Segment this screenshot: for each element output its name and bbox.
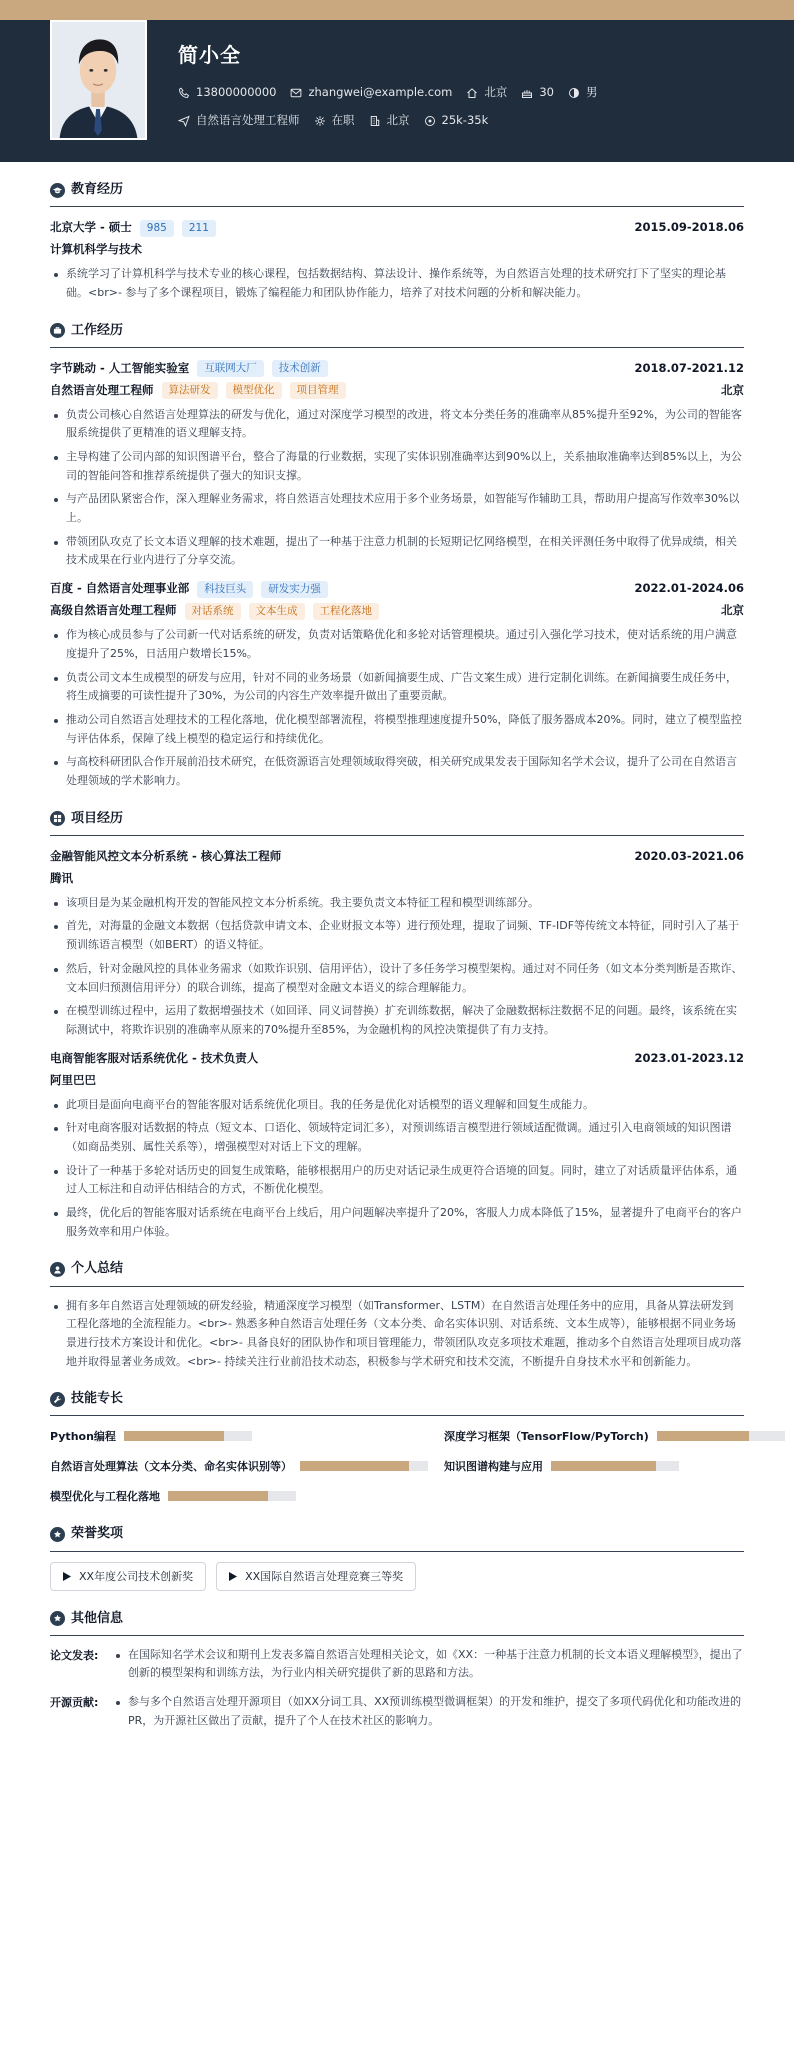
skill-name: Python编程	[50, 1429, 116, 1443]
bullet-item: 该项目是为某金融机构开发的智能风控文本分析系统。我主要负责文本特征工程和模型训练部分。	[50, 894, 744, 913]
city-item	[369, 112, 410, 130]
skills-section	[50, 1389, 744, 1506]
skill-name: 自然语言处理算法（文本分类、命名实体识别等）	[50, 1459, 292, 1473]
skill-bar	[657, 1431, 785, 1441]
section-title: 教育经历	[71, 182, 124, 197]
play-icon	[63, 1572, 71, 1581]
role-tag: 工程化落地	[313, 603, 380, 620]
education-entry	[50, 217, 744, 302]
skill-item	[50, 1456, 428, 1476]
bullet-item: 最终，优化后的智能客服对话系统在电商平台上线后，用户问题解决率提升了20%，客服人力成本降低了15%，显著提升了电商平台的客户服务效率和用户体验。	[50, 1204, 744, 1241]
company-tag: 技术创新	[272, 360, 328, 377]
awards-section	[50, 1524, 744, 1590]
award-item	[50, 1562, 206, 1591]
age-item	[521, 84, 554, 102]
company-tag: 互联网大厂	[197, 360, 264, 377]
role-name: 高级自然语言处理工程师	[50, 603, 177, 618]
section-header	[50, 1259, 744, 1286]
section-title: 其他信息	[71, 1610, 124, 1626]
role-tag: 文本生成	[249, 603, 305, 620]
bullet-item: 与产品团队紧密合作，深入理解业务需求，将自然语言处理技术应用于多个业务场景，如智能写作辅助工具，帮助用户提高写作效率30%以上。	[50, 490, 744, 527]
company-tag: 科技巨头	[197, 581, 253, 598]
section-title: 荣誉奖项	[71, 1526, 124, 1542]
bullet-list	[50, 406, 744, 571]
bullet-item: 针对电商客服对话数据的特点（短文本、口语化、领域特定词汇多），对预训练语言模型进行领域适配微调。通过引入电商领域的知识图谱（如商品类别、属性关系等），增强模型对对话上下文的理解。	[50, 1119, 744, 1156]
other-text: 在国际知名学术会议和期刊上发表多篇自然语言处理相关论文，如《XX：一种基于注意力机制的长文本语义理解模型》，提出了创新的模型架构和训练方法，为行业内相关研究提供了新的思路和方法。	[112, 1646, 744, 1683]
bullet-list	[50, 265, 744, 302]
bullet-item: 负责公司文本生成模型的研发与应用，针对不同的业务场景（如新闻摘要生成、广告文案生成）进行定制化训练。在新闻摘要生成任务中，将生成摘要的可读性提升了30%，为公司的内容生产效率提升做出了重要贡献。	[50, 669, 744, 706]
bullet-list	[50, 1297, 744, 1372]
work-date: 2018.07-2021.12	[634, 360, 744, 375]
award-text: XX年度公司技术创新奖	[79, 1569, 194, 1583]
skill-item	[50, 1486, 428, 1506]
graduation-cap-icon	[50, 183, 65, 198]
education-section	[50, 180, 744, 303]
project-name: 金融智能风控文本分析系统 - 核心算法工程师	[50, 848, 282, 863]
grid-icon	[50, 811, 65, 826]
section-title: 工作经历	[71, 322, 124, 338]
skill-name: 模型优化与工程化落地	[50, 1489, 160, 1503]
profile-photo	[50, 20, 147, 140]
work-entry	[50, 578, 744, 791]
hometown-item	[466, 84, 507, 102]
section-title: 个人总结	[71, 1261, 124, 1277]
education-date: 2015.09-2018.06	[634, 220, 744, 235]
school-name: 北京大学 - 硕士	[50, 220, 132, 235]
section-title: 技能专长	[71, 1391, 124, 1407]
bullet-item: 作为核心成员参与了公司新一代对话系统的研发，负责对话策略优化和多轮对话管理模块。通过引入强化学习技术，使对话系统的用户满意度提升了25%，日活用户数增长15%。	[50, 626, 744, 663]
project-name: 电商智能客服对话系统优化 - 技术负责人	[50, 1050, 259, 1065]
bullet-list	[50, 894, 744, 1040]
city-text: 北京	[386, 113, 410, 127]
contact-row	[178, 84, 597, 102]
company-tag: 研发实力强	[261, 581, 328, 598]
project-org: 腾讯	[50, 870, 73, 885]
resume-header	[0, 20, 794, 162]
user-icon	[50, 1262, 65, 1277]
bullet-list	[50, 626, 744, 791]
salary-item	[424, 112, 489, 130]
project-entry	[50, 846, 744, 1040]
home-icon	[466, 87, 478, 99]
candidate-name: 简小全	[178, 43, 241, 67]
position-item	[178, 112, 300, 130]
skill-name: 知识图谱构建与应用	[444, 1459, 543, 1473]
projects-section	[50, 809, 744, 1242]
major-name: 计算机科学与技术	[50, 242, 142, 257]
award-text: XX国际自然语言处理竞赛三等奖	[245, 1569, 404, 1583]
top-stripe	[0, 0, 794, 20]
work-location: 北京	[721, 382, 744, 397]
section-header	[50, 1524, 744, 1551]
bullet-item: 设计了一种基于多轮对话历史的回复生成策略，能够根据用户的历史对话记录生成更符合语境的回复。同时，建立了对话质量评估体系，通过人工标注和自动评估相结合的方式，不断优化模型。	[50, 1162, 744, 1199]
skill-bar	[551, 1461, 679, 1471]
section-header	[50, 321, 744, 348]
bullet-item: 首先，对海量的金融文本数据（包括贷款申请文本、企业财报文本等）进行预处理，提取了词频、TF-IDF等传统文本特征，同时引入了基于预训练语言模型（如BERT）的语义特征。	[50, 917, 744, 954]
email-item	[290, 84, 452, 102]
skill-fill	[657, 1431, 749, 1441]
section-header	[50, 1609, 744, 1636]
bullet-item: 主导构建了公司内部的知识图谱平台，整合了海量的行业数据，实现了实体识别准确率达到90%以上，关系抽取准确率达到85%以上，为公司的智能问答和推荐系统提供了强大的知识支撑。	[50, 448, 744, 485]
project-date: 2020.03-2021.06	[634, 848, 744, 863]
age-text: 30	[539, 85, 554, 99]
gender-icon	[568, 87, 580, 99]
other-label: 论文发表:	[50, 1648, 99, 1662]
job-row	[178, 112, 488, 130]
school-tag: 985	[140, 220, 174, 237]
gender-text: 男	[585, 85, 598, 99]
gender-item	[568, 84, 598, 102]
skill-item	[444, 1456, 785, 1476]
section-header	[50, 809, 744, 836]
section-header	[50, 1389, 744, 1416]
project-entry	[50, 1048, 744, 1242]
role-name: 自然语言处理工程师	[50, 382, 154, 397]
skill-fill	[168, 1491, 268, 1501]
skill-fill	[551, 1461, 656, 1471]
skill-item	[50, 1426, 428, 1446]
bullet-item: 然后，针对金融风控的具体业务需求（如欺诈识别、信用评估），设计了多任务学习模型架构。通过对不同任务（如文本分类判断是否欺诈、文本回归预测信用评分）的联合训练，提高了模型对金融文本语义的综合理解能力。	[50, 960, 744, 997]
other-row	[50, 1646, 744, 1683]
role-tag: 算法研发	[162, 382, 218, 399]
section-header	[50, 180, 744, 207]
bullet-list	[50, 1096, 744, 1242]
role-tag: 项目管理	[290, 382, 346, 399]
status-text: 在职	[331, 113, 355, 127]
award-item	[216, 1562, 416, 1591]
bullet-item: 带领团队攻克了长文本语义理解的技术难题，提出了一种基于注意力机制的长短期记忆网络模型，在相关评测任务中取得了优异成绩，相关技术成果在行业内进行了分享交流。	[50, 533, 744, 570]
other-text: 参与多个自然语言处理开源项目（如XX分词工具、XX预训练模型微调框架）的开发和维护，提交了多项代码优化和功能改进的PR，为开源社区做出了贡献，提升了个人在技术社区的影响力。	[112, 1693, 744, 1730]
company-name: 百度 - 自然语言处理事业部	[50, 581, 190, 596]
skill-bar	[168, 1491, 296, 1501]
phone-text: 13800000000	[196, 85, 277, 99]
skill-bar	[300, 1461, 428, 1471]
phone-item	[178, 84, 276, 102]
other-row	[50, 1693, 744, 1730]
info-icon	[50, 1611, 65, 1626]
other-label: 开源贡献:	[50, 1696, 99, 1710]
building-icon	[369, 115, 381, 127]
phone-icon	[178, 87, 190, 99]
skill-fill	[300, 1461, 409, 1471]
bullet-item: 拥有多年自然语言处理领域的研发经验，精通深度学习模型（如Transformer、LSTM）在自然语言处理任务中的应用，具备从算法研发到工程化落地的全流程能力。<br>- 熟悉多种自然语言处理任务（文本分类、命名实体识别、对话系统、文本生成等），能够根据不同业务场景进行技术方案设计和优化。<br>- 具备良好的团队协作和项目管理能力，带领团队攻克多项技术难题，推动多个自然语言处理项目成功落地并取得显著业务成效。<br>- 持续关注行业前沿技术动态，积极参与学术研究和技术交流，不断提升自身技术水平和创新能力。	[50, 1297, 744, 1372]
work-location: 北京	[721, 603, 744, 618]
mail-icon	[290, 87, 302, 99]
send-icon	[178, 115, 190, 127]
position-text: 自然语言处理工程师	[196, 113, 300, 127]
company-name: 字节跳动 - 人工智能实验室	[50, 360, 190, 375]
bullet-item: 系统学习了计算机科学与技术专业的核心课程，包括数据结构、算法设计、操作系统等，为自然语言处理的技术研究打下了坚实的理论基础。<br>- 参与了多个课程项目，锻炼了编程能力和团队协作能力，培养了对技术问题的分析和解决能力。	[50, 265, 744, 302]
skill-name: 深度学习框架（TensorFlow/PyTorch)	[444, 1429, 649, 1443]
skill-fill	[124, 1431, 224, 1441]
coin-icon	[424, 115, 436, 127]
work-date: 2022.01-2024.06	[634, 581, 744, 596]
other-section	[50, 1609, 744, 1731]
role-tag: 模型优化	[226, 382, 282, 399]
bullet-item: 推动公司自然语言处理技术的工程化落地，优化模型部署流程，将模型推理速度提升50%，降低了服务器成本20%。同时，建立了模型监控与评估体系，保障了线上模型的稳定运行和持续优化。	[50, 711, 744, 748]
play-icon	[229, 1572, 237, 1581]
wrench-icon	[50, 1392, 65, 1407]
skills-grid	[50, 1426, 744, 1506]
hometown-text: 北京	[484, 85, 508, 99]
resume-content	[0, 180, 794, 1731]
awards-list	[50, 1562, 744, 1591]
award-icon	[50, 1527, 65, 1542]
project-date: 2023.01-2023.12	[634, 1050, 744, 1065]
bullet-item: 此项目是面向电商平台的智能客服对话系统优化项目。我的任务是优化对话模型的语义理解和回复生成能力。	[50, 1096, 744, 1115]
gear-icon	[314, 115, 326, 127]
bullet-item: 与高校科研团队合作开展前沿技术研究，在低资源语言处理领域取得突破，相关研究成果发表于国际知名学术会议，提升了公司在自然语言处理领域的学术影响力。	[50, 753, 744, 790]
project-org: 阿里巴巴	[50, 1072, 96, 1087]
bullet-item: 负责公司核心自然语言处理算法的研发与优化，通过对深度学习模型的改进，将文本分类任务的准确率从85%提升至92%，为公司的智能客服系统提供了更精准的语义理解支持。	[50, 406, 744, 443]
bullet-item: 在模型训练过程中，运用了数据增强技术（如回译、同义词替换）扩充训练数据，解决了金融数据标注数据不足的问题。最终，该系统在实际测试中，将欺诈识别的准确率从原来的70%提升至85%，为金融机构的风控决策提供了有力支持。	[50, 1002, 744, 1039]
summary-section	[50, 1259, 744, 1371]
school-tag: 211	[182, 220, 216, 237]
salary-text: 25k-35k	[441, 113, 489, 127]
work-section	[50, 321, 744, 791]
cake-icon	[521, 87, 533, 99]
skill-item	[444, 1426, 785, 1446]
skill-bar	[124, 1431, 252, 1441]
work-entry	[50, 358, 744, 571]
status-item	[314, 112, 355, 130]
role-tag: 对话系统	[185, 603, 241, 620]
briefcase-icon	[50, 323, 65, 338]
section-title: 项目经历	[71, 810, 124, 826]
email-text: zhangwei@example.com	[308, 85, 453, 99]
